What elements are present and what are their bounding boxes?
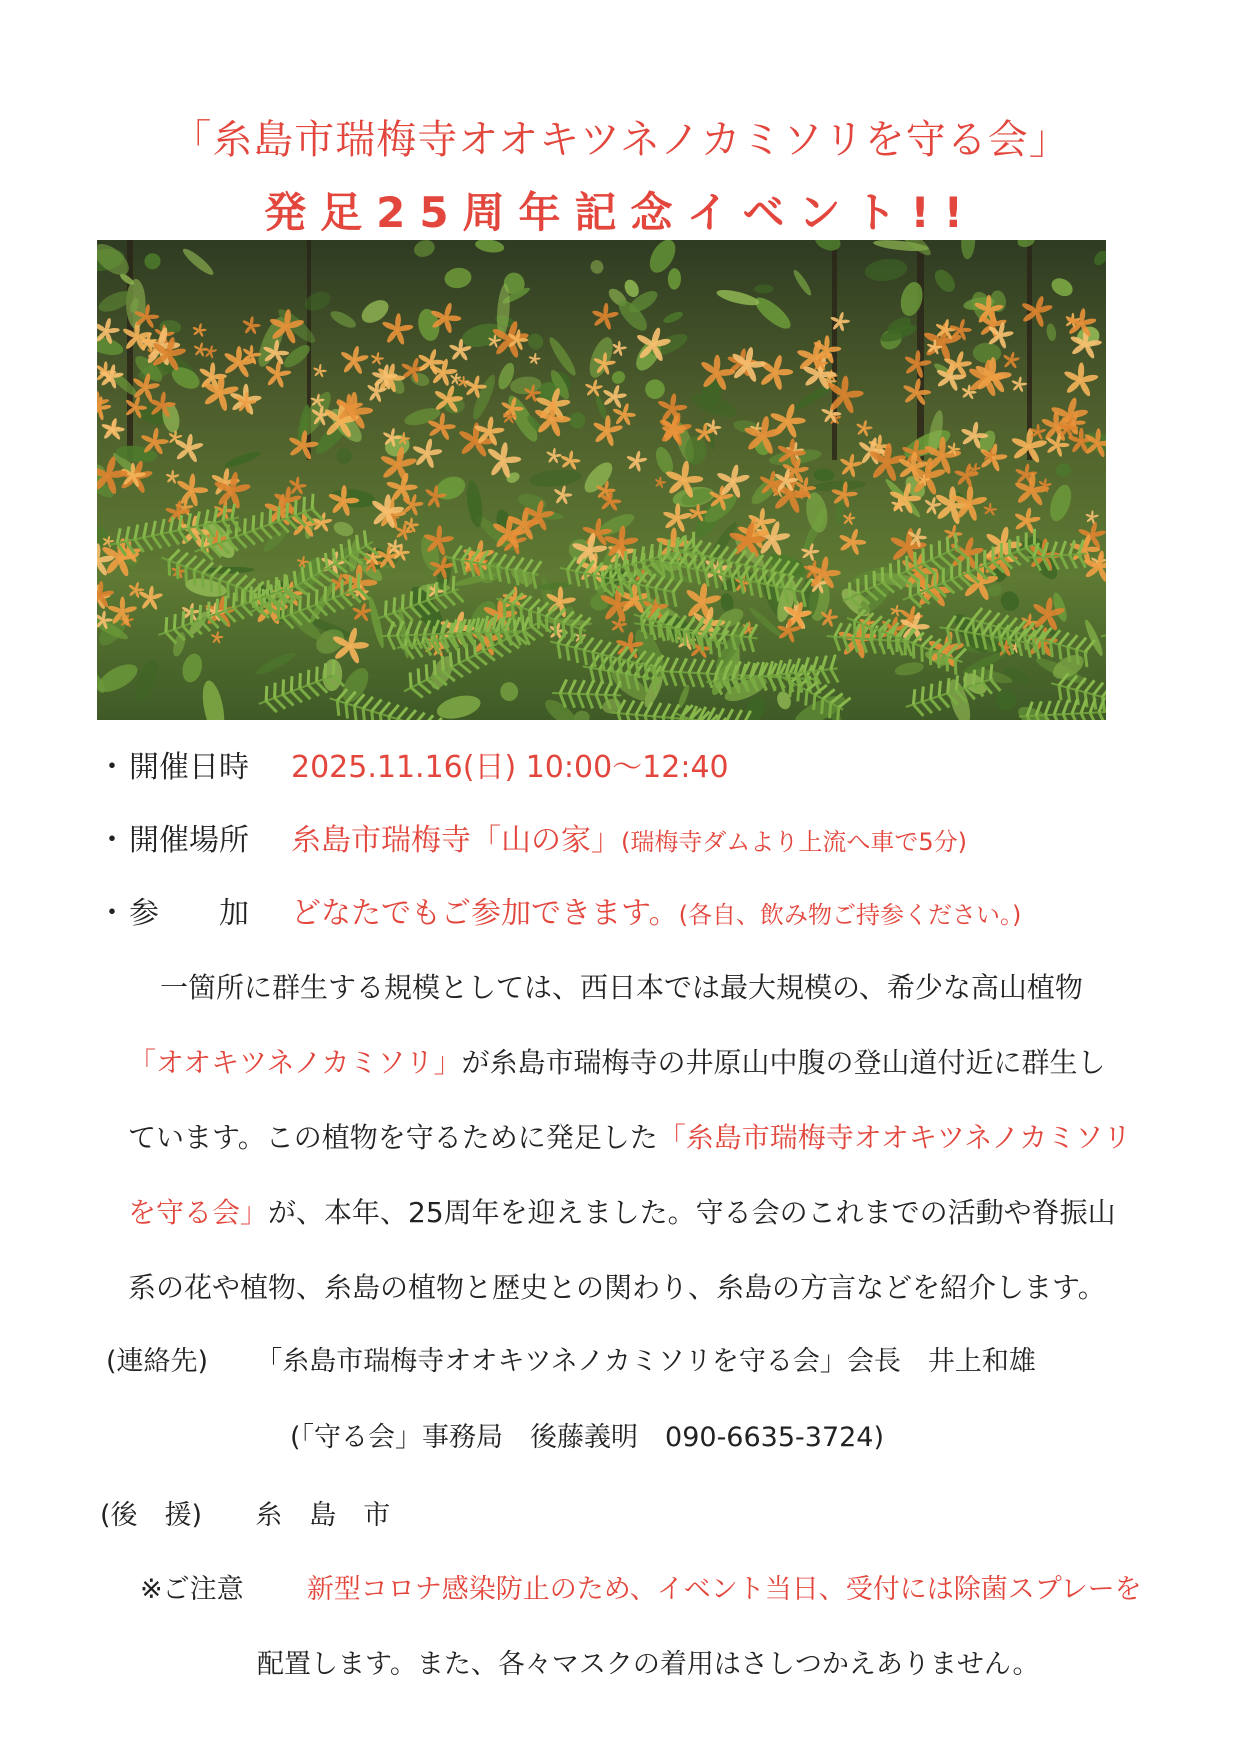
note-label: ※ご注意 <box>140 1574 244 1605</box>
leaf <box>1056 463 1072 477</box>
org-name-part2: を守る会」 <box>128 1196 269 1229</box>
body-line-4-text: が、本年、25周年を迎えました。守る会のこれまでの活動や脊振山 <box>268 1196 1116 1229</box>
flower-field-illustration <box>97 240 1106 720</box>
body-line-4 <box>128 1191 1116 1231</box>
support-row <box>100 1493 390 1532</box>
body-line-1: 一箇所に群生する規模としては、西日本では最大規模の、希少な高山植物 <box>160 971 1083 1004</box>
body-line-3-text: ています。この植物を守るために発足した <box>128 1121 658 1154</box>
tree-trunk <box>1027 240 1032 460</box>
detail-extra-participation: (各自、飲み物ご持参ください。) <box>678 901 1022 929</box>
contact-row <box>106 1339 1036 1378</box>
contact-org: 「糸島市瑞梅寺オオキツネノカミソリを守る会」会長 井上和雄 <box>255 1346 1036 1377</box>
detail-row-date <box>97 742 729 786</box>
detail-row-participation <box>97 888 1021 932</box>
contact-office: (「守る会」事務局 後藤義明 090-6635-3724) <box>290 1422 885 1453</box>
leaf <box>685 436 706 465</box>
detail-label-venue: 開催場所 <box>129 823 249 858</box>
support-label: (後 援) <box>100 1500 203 1531</box>
support-value: 糸 島 市 <box>255 1500 391 1531</box>
bullet: ・ <box>97 896 127 931</box>
detail-extra-venue: (瑞梅寺ダムより上流へ車で5分) <box>621 828 967 856</box>
body-line-2 <box>128 1041 1106 1081</box>
tree-trunk <box>917 240 924 460</box>
plant-name: 「オオキツネノカミソリ」 <box>128 1046 462 1079</box>
event-org-title: 「糸島市瑞梅寺オオキツネノカミソリを守る会」 <box>171 117 1070 163</box>
note-row-1 <box>140 1567 1142 1606</box>
note-line-1: 新型コロナ感染防止のため、イベント当日、受付には除菌スプレーを <box>306 1574 1142 1605</box>
flower-field-photo <box>97 240 1106 720</box>
body-line-5: 系の花や植物、糸島の植物と歴史との関わり、糸島の方言などを紹介します。 <box>128 1271 1106 1304</box>
body-line-2-text: が糸島市瑞梅寺の井原山中腹の登山道付近に群生し <box>461 1046 1106 1079</box>
detail-label-participation: 参 加 <box>129 896 249 931</box>
contact-label: (連絡先) <box>106 1346 209 1377</box>
detail-value-venue: 糸島市瑞梅寺「山の家」 <box>291 823 621 858</box>
event-title: 発足25周年記念イベント!! <box>264 188 977 237</box>
bullet: ・ <box>97 750 127 785</box>
detail-label-date: 開催日時 <box>129 750 249 785</box>
detail-value-date: 2025.11.16(日) 10:00〜12:40 <box>291 750 729 785</box>
org-name-part1: 「糸島市瑞梅寺オオキツネノカミソリ <box>657 1121 1132 1154</box>
detail-value-participation: どなたでもご参加できます。 <box>291 896 679 931</box>
bullet: ・ <box>97 823 127 858</box>
body-line-3 <box>128 1116 1131 1156</box>
tree-trunk <box>127 240 133 460</box>
detail-row-venue <box>97 815 967 859</box>
note-line-2: 配置します。また、各々マスクの着用はさしつかえありません。 <box>257 1649 1040 1680</box>
